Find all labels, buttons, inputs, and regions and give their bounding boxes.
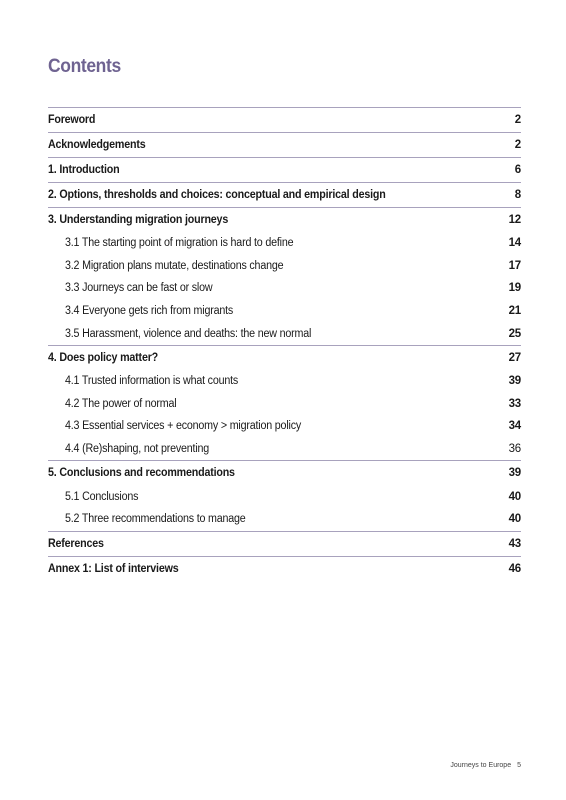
toc-entry[interactable] [48, 208, 521, 232]
toc-entry-label: 5. Conclusions and recommendations [48, 467, 235, 480]
toc-subentry-page: 40 [508, 490, 521, 503]
toc-section-foreword [48, 107, 521, 132]
toc-section-journeys [48, 207, 521, 345]
toc-subentry-label: 4.3 Essential services + economy > migration policy [65, 420, 302, 433]
toc-subentry[interactable] [48, 438, 521, 461]
toc-entry[interactable] [48, 133, 521, 157]
toc-subentry-label: 3.1 The starting point of migration is hard to define [65, 237, 294, 250]
toc-section-options [48, 182, 521, 207]
toc-subentry-page: 34 [508, 420, 521, 433]
toc-entry[interactable] [48, 532, 521, 556]
toc-subentry[interactable] [48, 322, 521, 345]
toc-entry[interactable] [48, 183, 521, 207]
toc-subentry[interactable] [48, 277, 521, 300]
toc-entry-label: Foreword [48, 114, 96, 126]
toc-subentry[interactable] [48, 415, 521, 438]
footer-publication-title: Journeys to Europe [450, 762, 512, 769]
page-title: Contents [48, 56, 121, 77]
toc-subentry-page: 36 [508, 443, 521, 456]
toc-subentry[interactable] [48, 370, 521, 393]
toc-subentry[interactable] [48, 393, 521, 416]
toc-entry-label: 3. Understanding migration journeys [48, 214, 229, 226]
toc-entry[interactable] [48, 461, 521, 485]
toc-entry-page: 6 [514, 164, 521, 176]
toc-subentry-label: 3.2 Migration plans mutate, destinations change [65, 259, 284, 272]
toc-subentry-page: 39 [508, 375, 521, 388]
toc-subentry-label: 4.4 (Re)shaping, not preventing [65, 443, 210, 456]
toc-subentry[interactable] [48, 508, 521, 531]
footer-page-number: 5 [517, 762, 521, 769]
toc-subentry-label: 5.1 Conclusions [65, 490, 139, 503]
toc-subentry-page: 25 [508, 327, 521, 340]
toc-subentry[interactable] [48, 485, 521, 508]
toc-entry-page: 39 [508, 467, 521, 480]
toc-entry-label: Acknowledgements [48, 139, 146, 151]
toc-subentry[interactable] [48, 232, 521, 255]
toc-section-conclusions [48, 460, 521, 530]
toc-subentry-page: 40 [508, 513, 521, 526]
toc-entry-page: 43 [508, 537, 521, 550]
table-of-contents [48, 107, 521, 581]
toc-subentry[interactable] [48, 300, 521, 323]
toc-section-policy [48, 345, 521, 460]
toc-subentry-label: 5.2 Three recommendations to manage [65, 513, 246, 526]
toc-section-acknowledgements [48, 132, 521, 157]
toc-entry-page: 12 [508, 214, 521, 226]
toc-entry-page: 2 [514, 139, 521, 151]
toc-subentry-page: 21 [508, 305, 521, 318]
toc-entry-page: 46 [508, 562, 521, 575]
toc-subentry-label: 4.2 The power of normal [65, 397, 177, 410]
toc-entry[interactable] [48, 557, 521, 581]
toc-subentry-label: 3.4 Everyone gets rich from migrants [65, 305, 234, 318]
toc-entry-label: 4. Does policy matter? [48, 351, 159, 364]
toc-entry-label: 1. Introduction [48, 164, 120, 176]
toc-entry[interactable] [48, 108, 521, 132]
toc-subentry-label: 4.1 Trusted information is what counts [65, 375, 239, 388]
toc-subentry-label: 3.5 Harassment, violence and deaths: the new normal [65, 327, 312, 340]
toc-section-references [48, 531, 521, 556]
toc-entry[interactable] [48, 158, 521, 182]
toc-subentry-page: 17 [508, 259, 521, 272]
toc-subentry-page: 19 [508, 282, 521, 295]
toc-subentry[interactable] [48, 255, 521, 278]
toc-entry-page: 27 [508, 351, 521, 364]
toc-subentry-page: 33 [508, 397, 521, 410]
toc-section-annex [48, 556, 521, 581]
toc-subentry-page: 14 [508, 237, 521, 250]
toc-entry-label: References [48, 537, 104, 550]
page-footer [444, 762, 521, 769]
toc-entry-label: 2. Options, thresholds and choices: conceptual and empirical design [48, 189, 386, 201]
toc-entry-label: Annex 1: List of interviews [48, 562, 179, 575]
toc-subentry-label: 3.3 Journeys can be fast or slow [65, 282, 213, 295]
toc-section-introduction [48, 157, 521, 182]
toc-entry[interactable] [48, 346, 521, 370]
toc-entry-page: 8 [514, 189, 521, 201]
toc-entry-page: 2 [514, 114, 521, 126]
